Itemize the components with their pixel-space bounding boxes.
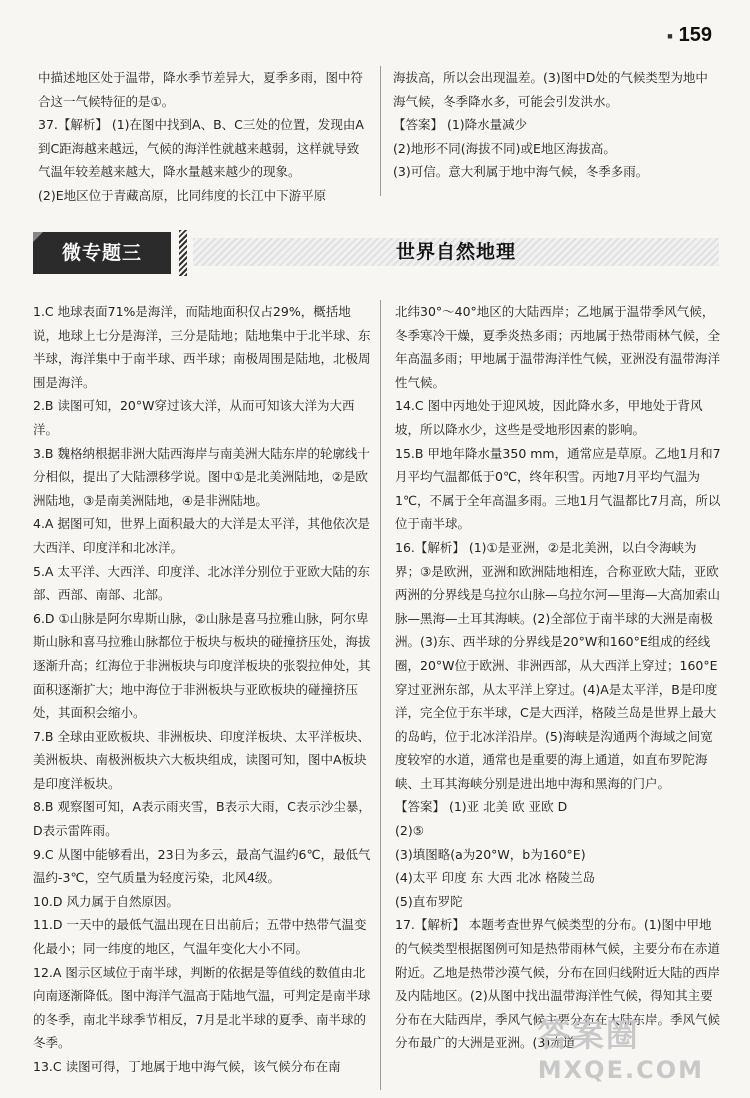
paragraph: (3)可信。意大利属于地中海气候，冬季多雨。 (393, 164, 649, 180)
answer-item: 3.B 魏格纳根据非洲大陆西海岸与南美洲大陆东岸的轮廓线十分相似，提出了大陆漂移学说。图中①是北美洲陆地，②是欧洲陆地，③是南美洲陆地，④是非洲陆地。 (33, 445, 370, 508)
banner-stripe (179, 230, 187, 276)
bottom-left-column (33, 300, 371, 1079)
watermark-logo (538, 1010, 704, 1084)
answer-item: 14.C 图中丙地处于迎风坡，因此降水多，甲地处于背风坡，所以降水少，这些是受地形因素的影响。 (395, 398, 703, 437)
answer-item: 5.A 太平洋、大西洋、印度洋、北冰洋分别位于亚欧大陆的东部、西部、南部、北部。 (33, 563, 370, 603)
answer-heading: 【答案】 (1)亚 北美 欧 亚欧 D (395, 799, 568, 815)
paragraph: 37.【解析】 (1)在图中找到A、B、C三处的位置，发现由A到C距海越来越远，气候的海洋性就越来越弱，这样就导致气温年较差越来越大，降水量越来越少的现象。 (38, 117, 364, 180)
answer-item: 9.C 从图中能够看出，23日为多云，最高气温约6℃，最低气温约-3℃，空气质量为轻度污染，北风4级。 (33, 846, 371, 886)
answer-item: 北纬30°～40°地区的大陆西岸；乙地属于温带季风气候，冬季寒冷干燥，夏季炎热多雨；丙地属于热带雨林气候，全年高温多雨；甲地属于温带海洋性气候，亚洲没有温带海洋性气候。 (395, 304, 721, 390)
answer-item: 8.B 观察图可知，A表示雨夹雪，B表示大雨，C表示沙尘暴，D表示雷阵雨。 (33, 799, 371, 839)
answer-item: 4.A 据图可知，世界上面积最大的大洋是太平洋，其他依次是大西洋、印度洋和北冰洋。 (33, 516, 370, 555)
paragraph: (2)E地区位于青藏高原，比同纬度的长江中下游平原 (38, 187, 327, 203)
answer-heading: 【答案】 (1)降水量减少 (393, 117, 528, 133)
paragraph: (2)地形不同(海拔不同)或E地区海拔高。 (393, 140, 616, 156)
answer-item: 17.【解析】 本题考查世界气候类型的分布。(1)图中甲地的气候类型根据图例可知是热带雨林气候，主要分布在赤道附近。乙地是热带沙漠气候，分布在回归线附近大陆的西岸及内陆地区。(2)从图中找出温带海洋性气候，得知其主要分布在大陆西岸，季风气候主要分布在大陆东岸。季风气候分布最广的大洲是亚洲。(3)赤道 (395, 917, 721, 1051)
top-left-column (38, 66, 368, 208)
paragraph: 海拔高，所以会出现温差。(3)图中D处的气候类型为地中海气候，冬季降水多，可能会引发洪水。 (393, 70, 708, 109)
answer-line: (4)太平 印度 东 大西 北冰 格陵兰岛 (395, 870, 596, 886)
answer-item: 13.C 读图可得，丁地属于地中海气候，该气候分布在南 (33, 1059, 341, 1074)
answer-item: 12.A 图示区域位于南半球，判断的依据是等值线的数值由北向南逐渐降低。图中海洋气温高于陆地气温，可判定是南半球的冬季，南北半球季节相反，7月是北半球的夏季、南半球的冬季。 (33, 964, 371, 1051)
answer-item: 15.B 甲地年降水量350 mm，通常应是草原。乙地1月和7月平均气温都低于0℃，终年积雪。丙地7月平均气温为1℃，不属于全年高温多雨。三地1月气温都比7月高，所以位于南半球。 (395, 445, 721, 532)
column-divider (380, 66, 381, 196)
top-right-column (393, 66, 713, 184)
column-divider (380, 300, 381, 1090)
answer-item: 1.C 地球表面71%是海洋，而陆地面积仅占29%，概括地说，地球上七分是海洋，三分是陆地；陆地集中于北半球、东半球，海洋集中于南半球、西半球；南极周围是陆地，北极周围是海洋。 (33, 304, 371, 390)
answer-item: 6.D ①山脉是阿尔卑斯山脉，②山脉是喜马拉雅山脉，阿尔卑斯山脉和喜马拉雅山脉都位于板块与板块的碰撞挤压处，海拔逐渐升高；红海位于非洲板块与印度洋板块的张裂拉伸处，其面积逐渐扩大；地中海位于非洲板块与亚欧板块的碰撞挤压处，其面积会缩小。 (33, 610, 371, 721)
section-tag: 微专题三 (33, 232, 171, 274)
answer-item: 11.D 一天中的最低气温出现在日出前后；五带中热带气温变化最小；同一纬度的地区，气温年变化大小不同。 (33, 917, 367, 957)
answer-item: 7.B 全球由亚欧板块、非洲板块、印度洋板块、太平洋板块、美洲板块、南极洲板块六大板块组成，读图可知，图中A板块是印度洋板块。 (33, 728, 370, 791)
answer-line: (3)填图略(a为20°W，b为160°E) (395, 846, 586, 862)
paragraph: 中描述地区处于温带，降水季节差异大，夏季多雨，图中符合这一气候特征的是①。 (38, 70, 364, 109)
answer-item: 10.D 风力属于自然原因。 (33, 893, 179, 909)
bottom-right-column (395, 300, 721, 1055)
answer-item: 16.【解析】 (1)①是亚洲，②是北美洲，以白令海峡为界；③是欧洲，亚洲和欧洲陆地相连，合称亚欧大陆，亚欧两洲的分界线是乌拉尔山脉—乌拉尔河—里海—大高加索山脉—黑海—土耳其海峡。(2)全部位于南半球的大洲是南极洲。(3)东、西半球的分界线是20°W和160°E组成的经线圈，20°W位于欧洲、非洲西部，从大西洋上穿过；160°E穿过亚洲东部，从太平洋上穿过。(4)A是太平洋，B是印度洋，完全位于东半球，C是大西洋，格陵兰岛是世界上最大的岛屿，位于北冰洋沿岸。(5)海峡是沟通两个海域之间宽度较窄的水道，通常也是重要的海上通道，如直布罗陀海峡、土耳其海峡分别是进出地中海和黑海的门户。 (395, 539, 721, 791)
answer-line: (2)⑤ (395, 823, 424, 839)
watermark-text: 答案圈 (537, 1016, 640, 1054)
watermark-url: MXQE.COM (537, 1056, 704, 1084)
page-number-text: 159 (678, 24, 712, 46)
page-marker-icon: ■ (667, 30, 673, 41)
page-number (667, 24, 712, 47)
section-banner (33, 230, 719, 275)
section-title: 世界自然地理 (395, 241, 516, 263)
answer-line: (5)直布罗陀 (395, 893, 463, 909)
answer-item: 2.B 读图可知，20°W穿过该大洋，从而可知该大洋为大西洋。 (33, 398, 355, 437)
